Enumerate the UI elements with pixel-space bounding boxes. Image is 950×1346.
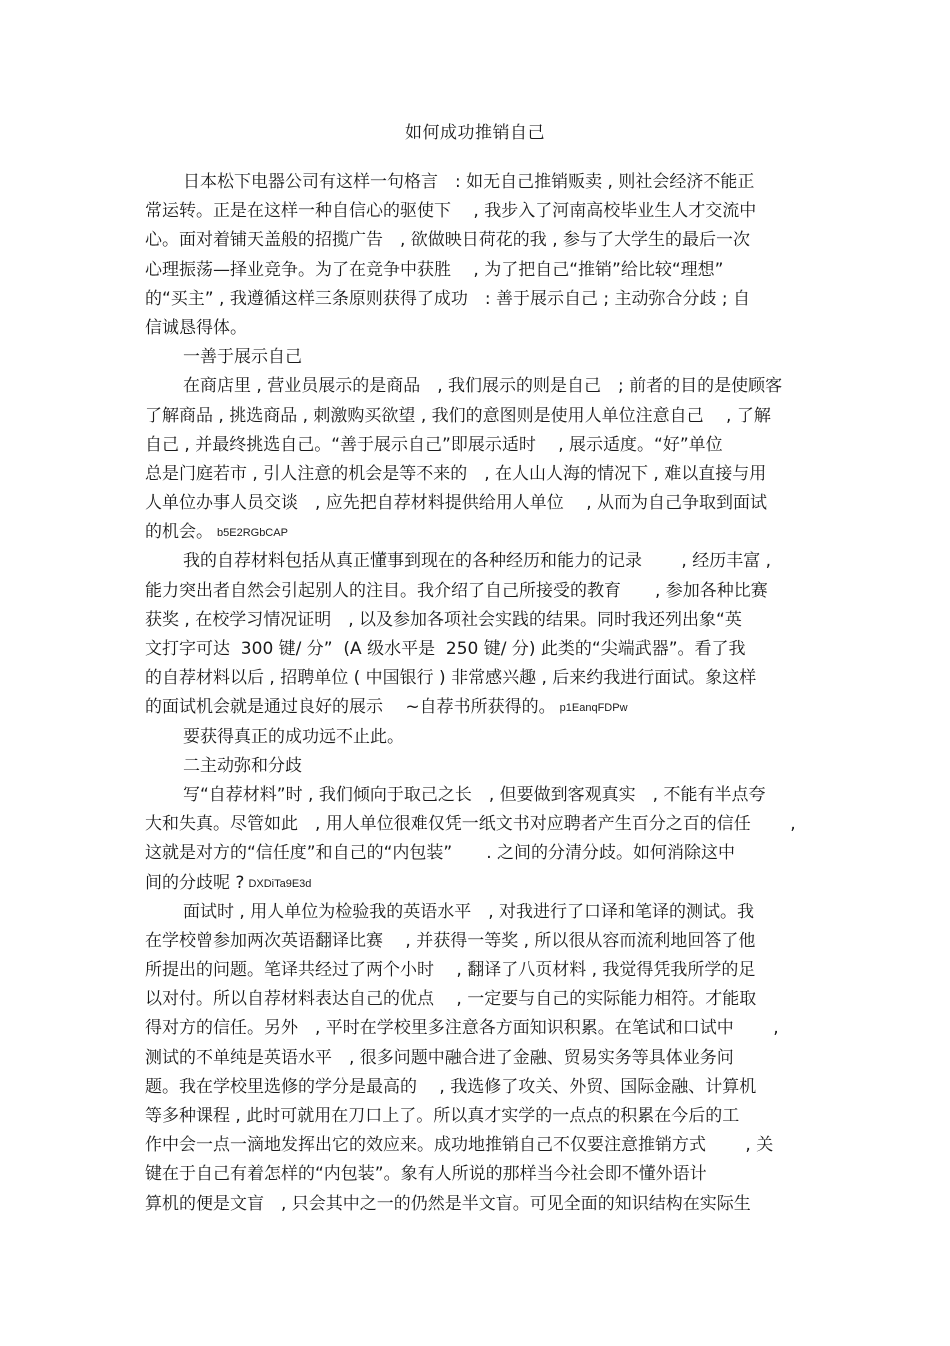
- text-line: [145, 372, 815, 401]
- text-line: [145, 197, 815, 226]
- text-line: [145, 927, 815, 956]
- line-text: 的“买主” , 我遵循这样三条原则获得了成功 : 善于展示自己 ; 主动弥合分歧 ; 自: [145, 288, 751, 309]
- line-text: 等多种课程 , 此时可就用在刀口上了。所以真才实学的一点点的积累在今后的工: [145, 1106, 740, 1126]
- text-line: [145, 985, 815, 1014]
- text-line: [145, 460, 815, 489]
- text-line: [145, 547, 815, 576]
- line-text: 在学校曾参加两次英语翻译比赛 , 并获得一等奖 , 所以很从容而流利地回答了他: [145, 930, 756, 951]
- line-text: 算机的便是文盲 , 只会其中之一的仍然是半文盲。可见全面的知识结构在实际生: [145, 1193, 751, 1214]
- text-line: [145, 314, 815, 343]
- line-text: 信诚恳得体。: [145, 317, 247, 338]
- text-line: [145, 577, 815, 606]
- text-line: [145, 839, 815, 868]
- text-line: [145, 664, 815, 693]
- line-text: 所提出的问题。笔译共经过了两个小时 , 翻译了八页材料 , 我觉得凭我所学的足: [145, 960, 756, 981]
- text-line: [145, 1131, 815, 1160]
- text-line: [145, 489, 815, 518]
- text-line: [145, 723, 815, 752]
- text-line: [145, 606, 815, 635]
- line-text: 人单位办事人员交谈 , 应先把自荐材料提供给用人单位 , 从而为自己争取到面试: [145, 493, 768, 514]
- text-line: [145, 956, 815, 985]
- text-line: [145, 869, 815, 898]
- line-text: 一善于展示自己: [183, 347, 302, 368]
- line-text: 题。我在学校里选修的学分是最高的 , 我选修了攻关、外贸、国际金融、计算机: [145, 1076, 757, 1097]
- text-line: [145, 752, 815, 781]
- text-line: [145, 1014, 815, 1043]
- document-body: [145, 168, 815, 1219]
- text-line: [145, 343, 815, 372]
- line-text: 心。面对着铺天盖般的招揽广告 , 欲做映日荷花的我 , 参与了大学生的最后一次: [145, 230, 751, 251]
- line-text: 我的自荐材料包括从真正懂事到现在的各种经历和能力的记录 , 经历丰富 ,: [183, 551, 772, 572]
- line-text: 心理振荡—择业竞争。为了在竞争中获胜 , 为了把自己“推销”给比较“理想”: [145, 259, 724, 280]
- text-line: [145, 168, 815, 197]
- line-text: 面试时 , 用人单位为检验我的英语水平 , 对我进行了口译和笔译的测试。我: [183, 901, 755, 922]
- line-text: 二主动弥和分歧: [183, 755, 302, 776]
- text-line: [145, 285, 815, 314]
- reference-code: DXDiTa9E3d: [248, 877, 312, 890]
- text-line: [145, 518, 815, 547]
- line-text: 的面试机会就是通过良好的展示 ~自荐书所获得的。: [145, 697, 556, 718]
- text-line: [145, 635, 815, 664]
- text-line: [145, 1044, 815, 1073]
- text-line: [145, 810, 815, 839]
- line-text: 这就是对方的“信任度”和自己的“内包装” . 之间的分清分歧。如何消除这中: [145, 843, 736, 864]
- line-text: 大和失真。尽管如此 , 用人单位很难仅凭一纸文书对应聘者产生百分之百的信任 ,: [145, 814, 796, 835]
- text-line: [145, 431, 815, 460]
- line-text: 作中会一点一滴地发挥出它的效应来。成功地推销自己不仅要注意推销方式 , 关: [145, 1135, 774, 1156]
- line-text: 的机会。: [145, 522, 213, 543]
- line-text: 总是门庭若市 , 引人注意的机会是等不来的 , 在人山人海的情况下 , 难以直接与用: [145, 463, 767, 484]
- line-text: 写“自荐材料”时 , 我们倾向于取己之长 , 但要做到客观真实 , 不能有半点夸: [183, 784, 766, 805]
- reference-code: p1EanqFDPw: [559, 702, 628, 715]
- line-text: 键在于自己有着怎样的“内包装”。象有人所说的那样当今社会即不懂外语计: [145, 1164, 707, 1185]
- line-text: 日本松下电器公司有这样一句格言 : 如无自己推销贩卖 , 则社会经济不能正: [183, 172, 755, 192]
- line-text: 获奖 , 在校学习情况证明 , 以及参加各项社会实践的结果。同时我还列出象“英: [145, 609, 742, 630]
- line-text: 了解商品 , 挑选商品 , 刺激购买欲望 , 我们的意图则是使用人单位注意自己 , 了解: [145, 405, 771, 426]
- text-line: [145, 781, 815, 810]
- line-text: 以对付。所以自荐材料表达自己的优点 , 一定要与自己的实际能力相符。才能取: [145, 989, 757, 1010]
- text-line: [145, 693, 815, 722]
- line-text: 文打字可达 300 键/ 分” (A 级水平是 250 键/ 分) 此类的“尖端武器”。看了我: [145, 639, 746, 659]
- reference-code: b5E2RGbCAP: [217, 527, 288, 540]
- line-text: 能力突出者自然会引起别人的注目。我介绍了自己所接受的教育 , 参加各种比赛: [145, 580, 768, 601]
- document-title: 如何成功推销自己: [405, 123, 545, 143]
- text-line: [145, 402, 815, 431]
- line-text: 在商店里 , 营业员展示的是商品 , 我们展示的则是自己 ; 前者的目的是使顾客: [183, 376, 783, 397]
- line-text: 得对方的信任。另外 , 平时在学校里多注意各方面知识积累。在笔试和口试中 ,: [145, 1018, 779, 1039]
- text-line: [145, 1073, 815, 1102]
- text-line: [145, 1102, 815, 1131]
- line-text: 自己 , 并最终挑选自己。“善于展示自己”即展示适时 , 展示适度。“好”单位: [145, 434, 723, 455]
- text-line: [145, 226, 815, 255]
- text-line: [145, 1160, 815, 1189]
- line-text: 间的分歧呢 ?: [145, 872, 245, 893]
- text-line: [145, 898, 815, 927]
- line-text: 要获得真正的成功远不止此。: [183, 726, 404, 747]
- line-text: 的自荐材料以后 , 招聘单位 ( 中国银行 ) 非常感兴趣 , 后来约我进行面试。象这样: [145, 668, 757, 689]
- text-line: [145, 256, 815, 285]
- text-line: [145, 1190, 815, 1219]
- line-text: 测试的不单纯是英语水平 , 很多问题中融合进了金融、贸易实务等具体业务问: [145, 1047, 734, 1068]
- line-text: 常运转。正是在这样一种自信心的驱使下 , 我步入了河南高校毕业生人才交流中: [145, 201, 757, 222]
